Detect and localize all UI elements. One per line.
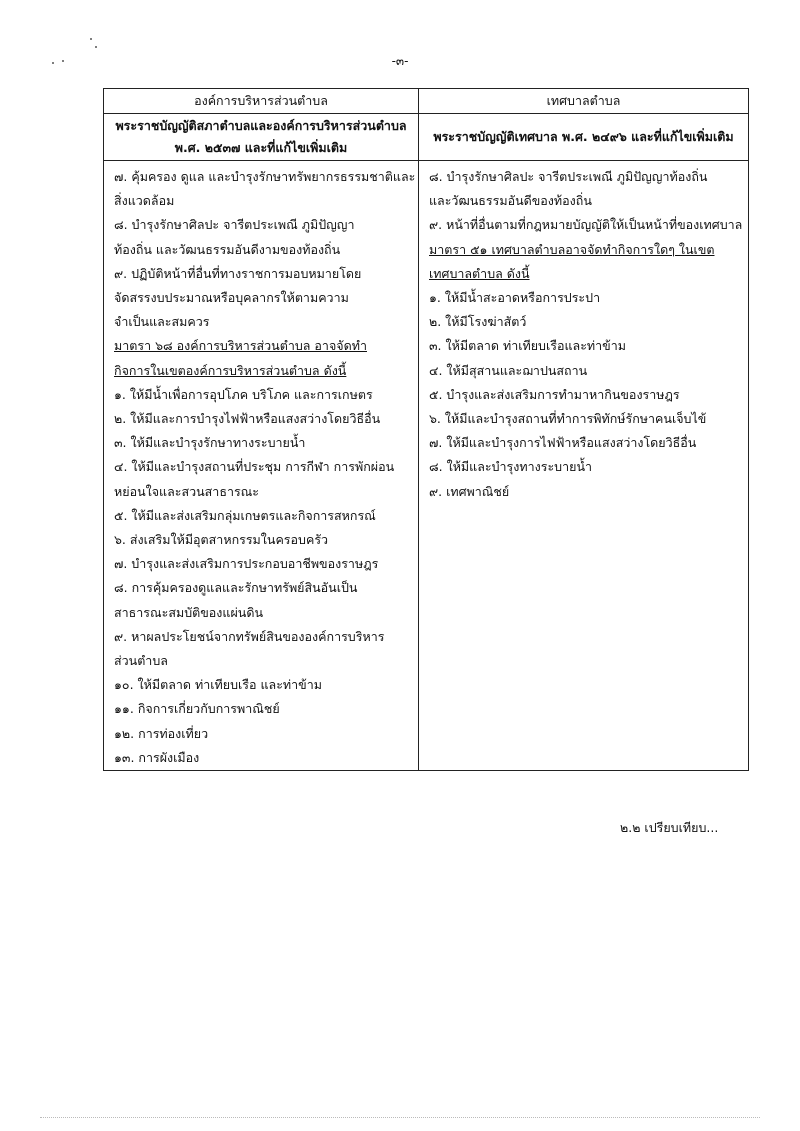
list-item-line: ๑๓. การผังเมือง [114, 749, 200, 765]
right-law-title [419, 114, 749, 161]
left-column-header: องค์การบริหารส่วนตำบล [104, 89, 419, 114]
law-title-line: พระราชบัญญัติสภาตำบลและองค์การบริหารส่วนตำบล [115, 118, 407, 133]
list-item-line: ๕. ให้มีและส่งเสริมกลุ่มเกษตรและกิจการสหกรณ์ [114, 507, 376, 523]
list-item-line: ๑๐. ให้มีตลาด ท่าเทียบเรือ และท่าข้าม [114, 677, 322, 693]
section-heading-line: กิจการในเขตองค์การบริหารส่วนตำบล ดังนี้ [114, 362, 347, 378]
continuation-text: ๒.๒ เปรียบเทียบ... [620, 820, 719, 835]
list-item-line: ๙. เทศพาณิชย์ [429, 483, 510, 499]
list-item-line: ๗. ให้มีและบำรุงการไฟฟ้าหรือแสงสว่างโดยวิธีอื่น [429, 435, 697, 451]
law-title-line: พระราชบัญญัติเทศบาล พ.ศ. ๒๔๙๖ และที่แก้ไขเพิ่มเติม [433, 129, 734, 144]
list-item-line: ๕. บำรุงและส่งเสริมการทำมาหากินของราษฎร [429, 386, 680, 402]
list-item-line: ๗. บำรุงและส่งเสริมการประกอบอาชีพของราษฎร [114, 556, 379, 572]
list-item-line: ๖. ให้มีและบำรุงสถานที่ทำการพิทักษ์รักษาคนเจ็บไข้ [429, 411, 707, 427]
list-item-line: หย่อนใจและสวนสาธารณะ [114, 483, 259, 499]
list-item-line: สาธารณะสมบัติของแผ่นดิน [114, 604, 263, 620]
list-item-line: ๔. ให้มีและบำรุงสถานที่ประชุม การกีฬา การพักผ่อน [114, 459, 395, 475]
list-item-line: ๔. ให้มีสุสานและฌาปนสถาน [429, 362, 588, 378]
left-law-title [104, 114, 419, 161]
law-title-row [104, 114, 749, 161]
table-header-row [104, 89, 749, 114]
list-item-line: ๘. ให้มีและบำรุงทางระบายน้ำ [429, 459, 593, 475]
list-item-line: ๘. บำรุงรักษาศิลปะ จารีตประเพณี ภูมิปัญญา [114, 217, 355, 233]
section-heading-line: มาตรา ๕๑ เทศบาลตำบลอาจจัดทำกิจการใดๆ ในเขต [429, 241, 715, 257]
list-item-line: ๑. ให้มีน้ำเพื่อการอุปโภค บริโภค และการเกษตร [114, 386, 373, 402]
list-item-line: ๙. หน้าที่อื่นตามที่กฎหมายบัญญัติให้เป็นหน้าที่ของเทศบาล [429, 217, 743, 233]
list-item-line: และวัฒนธรรมอันดีของท้องถิ่น [429, 193, 592, 209]
list-item-line: ๘. บำรุงรักษาศิลปะ จารีตประเพณี ภูมิปัญญาท้องถิ่น [429, 169, 708, 184]
comparison-table [103, 88, 749, 771]
list-item-line: ๙. ปฏิบัติหน้าที่อื่นที่ทางราชการมอบหมายโดย [114, 265, 362, 281]
list-item-line: ๓. ให้มีและบำรุงรักษาทางระบายน้ำ [114, 435, 306, 451]
law-title-line: พ.ศ. ๒๕๓๗ และที่แก้ไขเพิ่มเติม [174, 140, 348, 155]
right-content-cell [419, 161, 749, 771]
list-item-line: ๙. หาผลประโยชน์จากทรัพย์สินขององค์การบริหาร [114, 628, 385, 644]
list-item-line: ๑๑. กิจการเกี่ยวกับการพาณิชย์ [114, 701, 280, 717]
list-item-line: ท้องถิ่น และวัฒนธรรมอันดีงามของท้องถิ่น [114, 241, 341, 257]
right-column-header: เทศบาลตำบล [419, 89, 749, 114]
list-item-line: ๒. ให้มีและการบำรุงไฟฟ้าหรือแสงสว่างโดยวิธีอื่น [114, 411, 381, 427]
list-item-line: ๑. ให้มีน้ำสะอาดหรือการประปา [429, 290, 601, 306]
list-item-line: จำเป็นและสมควร [114, 314, 210, 330]
list-item-line: ๖. ส่งเสริมให้มีอุตสาหกรรมในครอบครัว [114, 532, 329, 548]
page-number: -๓- [391, 54, 409, 68]
list-item-line: สิ่งแวดล้อม [114, 193, 175, 209]
section-heading-line: มาตรา ๖๘ องค์การบริหารส่วนตำบล อาจจัดทำ [114, 338, 367, 354]
left-content-cell [104, 161, 419, 771]
scan-edge-dots [40, 1117, 760, 1119]
list-item-line: จัดสรรงบประมาณหรือบุคลากรให้ตามความ [114, 290, 349, 306]
scan-speck [90, 38, 92, 40]
list-item-line: ๗. คุ้มครอง ดูแล และบำรุงรักษาทรัพยากรธรรมชาติและ [114, 169, 416, 184]
list-item-line: ๒. ให้มีโรงฆ่าสัตว์ [429, 314, 527, 330]
section-heading-line: เทศบาลตำบล ดังนี้ [429, 265, 530, 281]
content-row [104, 161, 749, 771]
scan-speck [95, 46, 97, 48]
list-item-line: ๑๒. การท่องเที่ยว [114, 725, 209, 741]
list-item-line: ส่วนตำบล [114, 653, 168, 669]
list-item-line: ๘. การคุ้มครองดูแลและรักษาทรัพย์สินอันเป็น [114, 580, 358, 596]
list-item-line: ๓. ให้มีตลาด ท่าเทียบเรือและท่าข้าม [429, 338, 626, 354]
